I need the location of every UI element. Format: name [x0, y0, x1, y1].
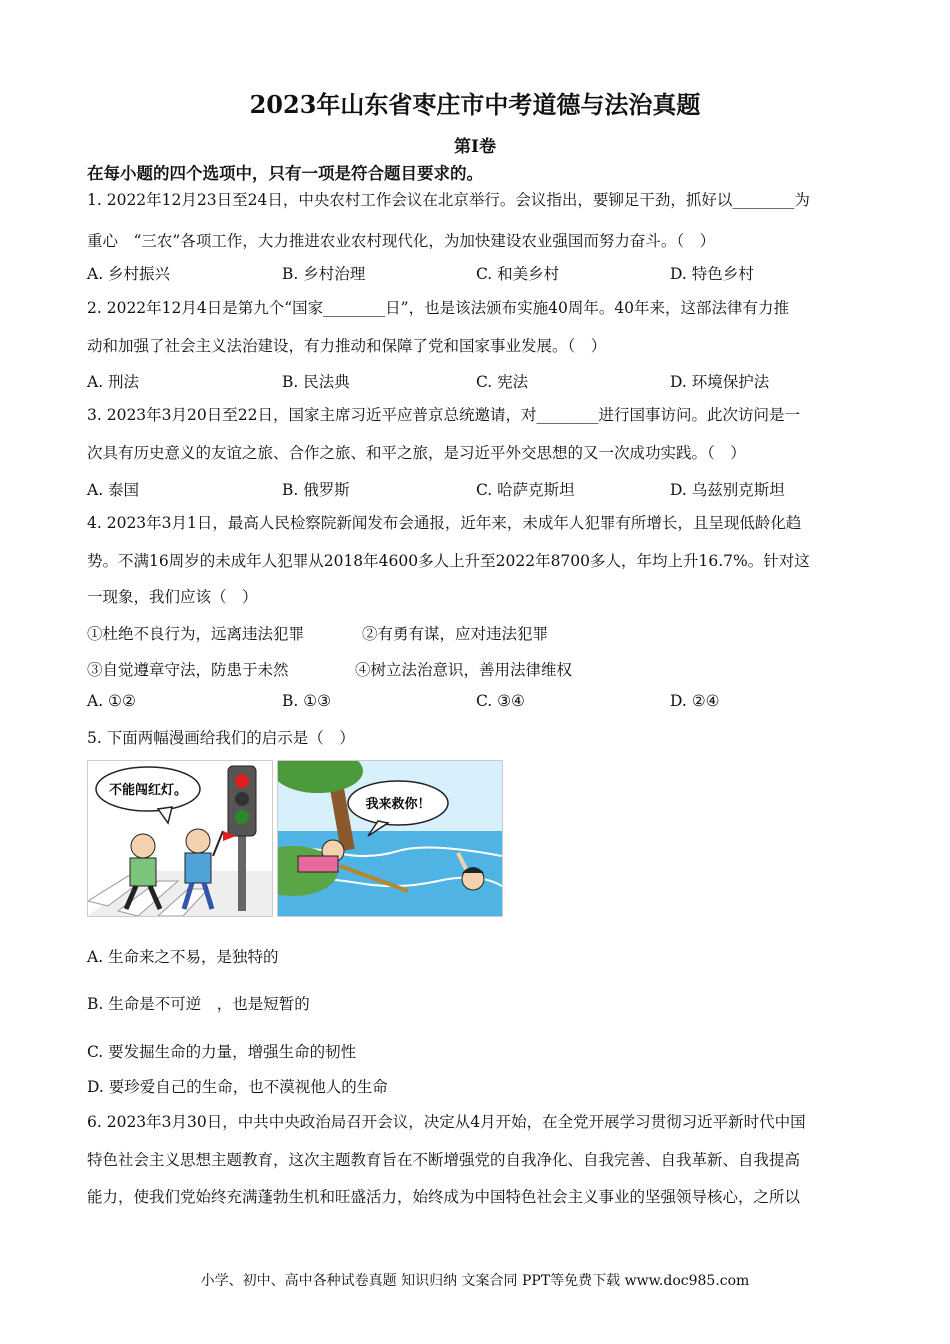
- comic1-bubble-text: 不能闯红灯。: [108, 783, 188, 798]
- q4-stem-line2: 势。不满16周岁的未成年人犯罪从2018年4600多人上升至2022年8700多人，年均上升16.7%。针对这: [87, 552, 810, 570]
- q3-stem-line1: 3. 2023年3月20日至22日，国家主席习近平应普京总统邀请，对________进行国事访问。此次访问是一: [87, 406, 800, 424]
- instruction-text: 在每小题的四个选项中，只有一项是符合题目要求的。: [87, 164, 483, 183]
- page-footer: 小学、初中、高中各种试卷真题 知识归纳 文案合同 PPT等免费下载 www.doc985.com: [200, 1273, 750, 1289]
- q4-statement-3: ③自觉遵章守法，防患于未然: [87, 661, 289, 679]
- q4-option-d: D. ②④: [670, 692, 720, 710]
- comic2-bubble-text: 我来救你！: [365, 797, 431, 812]
- q4-option-a: A. ①②: [87, 692, 136, 710]
- q1-option-b: B. 乡村治理: [282, 265, 366, 283]
- q5-option-b: B. 生命是不可逆 ，也是短暂的: [87, 995, 310, 1013]
- q2-option-c: C. 宪法: [476, 373, 529, 391]
- q6-stem-line1: 6. 2023年3月30日，中共中央政治局召开会议，决定从4月开始，在全党开展学习贯彻习近平新时代中国: [87, 1113, 806, 1131]
- q2-option-d: D. 环境保护法: [670, 373, 770, 391]
- q1-stem-line2: 重心 “三农”各项工作，大力推进农业农村现代化，为加快建设农业强国而努力奋斗。（ ）: [87, 232, 716, 250]
- q2-option-b: B. 民法典: [282, 373, 350, 391]
- q1-stem-line1: 1. 2022年12月23日至24日，中央农村工作会议在北京举行。会议指出，要铆足干劲，抓好以________为: [87, 191, 810, 209]
- q1-option-c: C. 和美乡村: [476, 265, 560, 283]
- q2-option-a: A. 刑法: [87, 373, 140, 391]
- q3-option-d: D. 乌兹别克斯坦: [670, 481, 785, 499]
- q4-statement-4: ④树立法治意识，善用法律维权: [355, 661, 573, 679]
- q5-stem: 5. 下面两幅漫画给我们的启示是（ ）: [87, 729, 355, 747]
- q2-stem-line2: 动和加强了社会主义法治建设，有力推动和保障了党和国家事业发展。（ ）: [87, 337, 607, 355]
- q5-option-d: D. 要珍爱自己的生命，也不漠视他人的生命: [87, 1078, 388, 1096]
- q4-option-c: C. ③④: [476, 692, 525, 710]
- rescue-illustration: [278, 761, 502, 916]
- q3-stem-line2: 次具有历史意义的友谊之旅、合作之旅、和平之旅，是习近平外交思想的又一次成功实践。（ ）: [87, 444, 746, 462]
- q5-option-a: A. 生命来之不易，是独特的: [87, 948, 279, 966]
- q2-stem-line1: 2. 2022年12月4日是第九个“国家________日”，也是该法颁布实施40周年。40年来，这部法律有力推: [87, 299, 790, 317]
- comic-traffic-light: [87, 760, 273, 917]
- section-heading: 第Ⅰ卷: [454, 137, 496, 157]
- q3-option-a: A. 泰国: [87, 481, 140, 499]
- q3-option-b: B. 俄罗斯: [282, 481, 350, 499]
- q4-option-b: B. ①③: [282, 692, 332, 710]
- q3-option-c: C. 哈萨克斯坦: [476, 481, 575, 499]
- q1-option-d: D. 特色乡村: [670, 265, 754, 283]
- q4-stem-line1: 4. 2023年3月1日，最高人民检察院新闻发布会通报，近年来，未成年人犯罪有所增长，且呈现低龄化趋: [87, 514, 802, 532]
- q6-stem-line3: 能力，使我们党始终充满蓬勃生机和旺盛活力，始终成为中国特色社会主义事业的坚强领导核心，之所以: [87, 1188, 801, 1206]
- exam-title: 2023年山东省枣庄市中考道德与法治真题: [249, 90, 701, 119]
- traffic-light-illustration: [88, 761, 272, 916]
- q4-stem-line3: 一现象，我们应该（ ）: [87, 588, 258, 606]
- q4-statement-1: ①杜绝不良行为，远离违法犯罪: [87, 625, 305, 643]
- q1-option-a: A. 乡村振兴: [87, 265, 171, 283]
- q5-option-c: C. 要发掘生命的力量，增强生命的韧性: [87, 1043, 357, 1061]
- comic-rescue: [277, 760, 503, 917]
- q4-statement-2: ②有勇有谋，应对违法犯罪: [362, 625, 549, 643]
- q6-stem-line2: 特色社会主义思想主题教育，这次主题教育旨在不断增强党的自我净化、自我完善、自我革新、自我提高: [87, 1151, 801, 1169]
